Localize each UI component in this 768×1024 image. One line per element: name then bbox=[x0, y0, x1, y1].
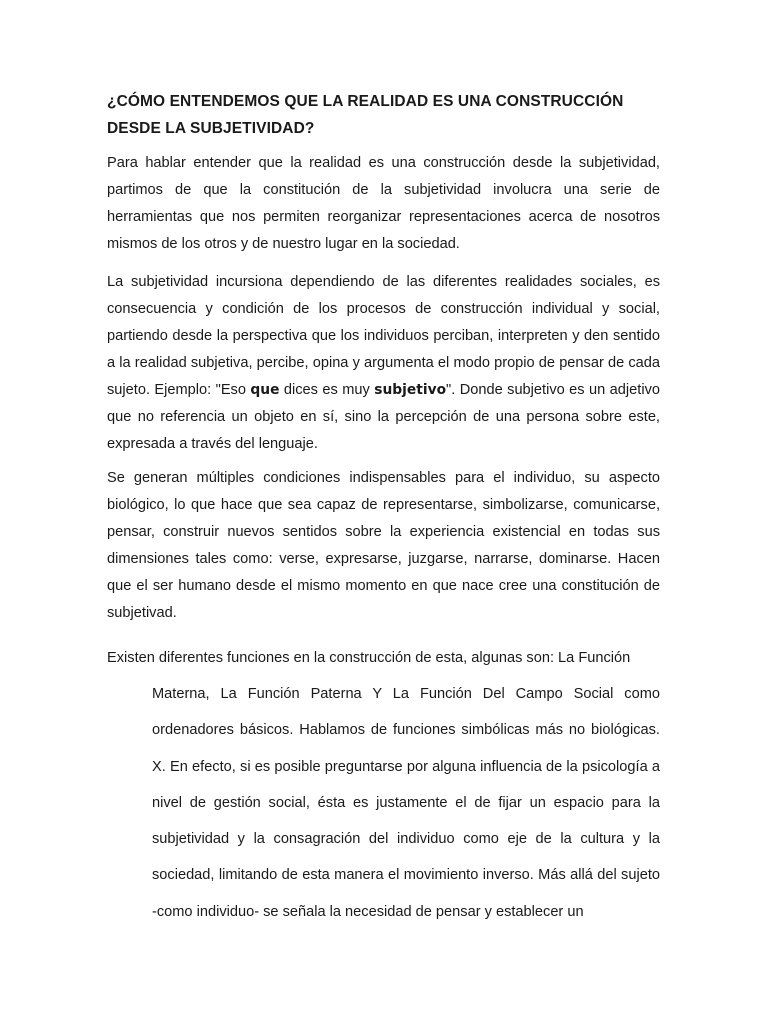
paragraph-text-middle: dices es muy bbox=[279, 382, 375, 398]
paragraph-text-after: ". Donde subjetivo es un adjetivo que no referencia un objeto en sí, sino la percepción de una persona sobre este, expresada a través del lenguaje. bbox=[107, 382, 660, 452]
paragraph-subjectivity bbox=[107, 269, 660, 458]
paragraph-conditions: Se generan múltiples condiciones indispensables para el individuo, su aspecto biológico, lo que hace que sea capaz de representarse, simbolizarse, comunicarse, pensar, construir nuevos sentidos sobre la experiencia existencial en todas sus dimensiones tales como: verse, expresarse, juzgarse, narrarse, dominarse. Hacen que el ser humano desde el mismo momento en que nace cree una constitución de subjetivad. bbox=[107, 470, 660, 621]
bold-word-que: que bbox=[250, 382, 280, 398]
paragraph-functions-lead: Existen diferentes funciones en la construcción de esta, algunas son: La Función bbox=[107, 650, 631, 666]
paragraph-text-before: La subjetividad incursiona dependiendo de las diferentes realidades sociales, es consecuencia y condición de los procesos de construcción individual y social, partiendo desde la perspectiva que los individuos perciban, interpreten y den sentido a la realidad subjetiva, percibe, opina y argumenta el modo propio de pensar de cada sujeto. Ejemplo: "Eso bbox=[107, 274, 660, 398]
document-title: ¿CÓMO ENTENDEMOS QUE LA REALIDAD ES UNA CONSTRUCCIÓN DESDE LA SUBJETIVIDAD? bbox=[107, 93, 624, 137]
bold-word-subjetivo: subjetivo bbox=[374, 382, 447, 398]
paragraph-intro: Para hablar entender que la realidad es una construcción desde la subjetividad, partimos de que la constitución de la subjetividad involucra una serie de herramientas que nos permiten reorganizar representaciones acerca de nosotros mismos de los otros y de nuestro lugar en la sociedad. bbox=[107, 155, 660, 252]
paragraph-functions-body: Materna, La Función Paterna Y La Función Del Campo Social como ordenadores básicos. Hablamos de funciones simbólicas más no biológicas. X. En efecto, si es posible preguntarse por alguna influencia de la psicología a nivel de gestión social, ésta es justamente el de fijar un espacio para la subjetividad y la consagración del individuo como eje de la cultura y la sociedad, limitando de esta manera el movimiento inverso. Más allá del sujeto -como individuo- se señala la necesidad de pensar y establecer un bbox=[152, 686, 660, 920]
